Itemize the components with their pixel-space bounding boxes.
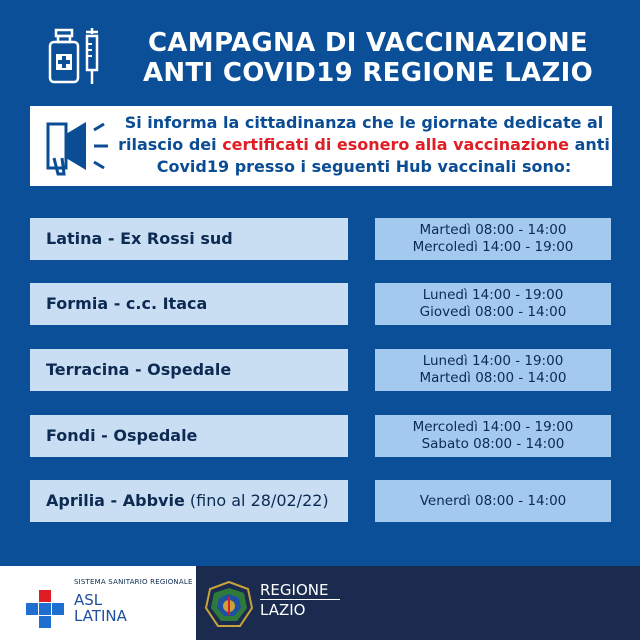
hub-hours-line: Venerdì 08:00 - 14:00	[419, 492, 567, 509]
hub-hours	[375, 283, 611, 325]
hub-hours-line: Giovedì 08:00 - 14:00	[419, 304, 567, 320]
notice-text-part-2: anti Covid19 presso i seguenti Hub vaccinali sono:	[156, 135, 610, 176]
asl-system-label: SISTEMA SANITARIO REGIONALE	[74, 578, 193, 586]
asl-line-1: ASL	[74, 591, 103, 609]
title-line-2: ANTI COVID19 REGIONE LAZIO	[142, 58, 594, 88]
hub-name-label: Terracina - Ospedale	[46, 360, 232, 379]
asl-cross-logo-icon	[26, 590, 64, 628]
hub-name	[30, 349, 348, 391]
notice-text	[116, 112, 612, 178]
title-line-1: CAMPAGNA DI VACCINAZIONE	[148, 28, 588, 58]
hub-hours-line: Mercoledì 14:00 - 19:00	[412, 239, 574, 255]
hub-hours	[375, 480, 611, 522]
notice-text-part-1: Si informa la cittadinanza che le giornate dedicate al rilascio dei	[118, 113, 604, 154]
regione-lazio-emblem-icon	[204, 580, 254, 630]
asl-latina-logo	[0, 566, 196, 640]
asl-name	[74, 592, 127, 624]
hub-hours-line: Lunedì 14:00 - 19:00	[422, 353, 564, 369]
notice-highlight: certificati di esonero alla vaccinazione	[222, 135, 569, 154]
hub-hours-line: Martedì 08:00 - 14:00	[419, 222, 567, 238]
region-line-1: REGIONE	[260, 581, 329, 599]
hub-hours-line: Sabato 08:00 - 14:00	[421, 436, 565, 452]
regione-lazio-logo	[196, 566, 640, 640]
hub-name	[30, 480, 348, 522]
hub-name	[30, 283, 348, 325]
hub-note: (fino al 28/02/22)	[184, 491, 329, 510]
asl-line-2: LATINA	[74, 607, 127, 625]
hub-hours	[375, 415, 611, 457]
region-divider	[260, 599, 340, 600]
hub-hours	[375, 349, 611, 391]
hub-hours-line: Mercoledì 14:00 - 19:00	[412, 419, 574, 435]
notice-box	[30, 106, 612, 186]
hub-hours	[375, 218, 611, 260]
hub-name	[30, 415, 348, 457]
hub-hours-line: Lunedì 14:00 - 19:00	[422, 287, 564, 303]
hub-name-label: Aprilia - Abbvie	[46, 491, 185, 510]
hub-name-label: Formia - c.c. Itaca	[46, 294, 208, 313]
regione-lazio-text	[260, 580, 328, 620]
footer	[0, 566, 640, 640]
region-line-2: LAZIO	[260, 601, 306, 619]
vaccine-vial-syringe-icon	[46, 26, 106, 88]
header	[0, 20, 640, 96]
hub-name-label: Fondi - Ospedale	[46, 426, 198, 445]
hub-hours-line: Martedì 08:00 - 14:00	[419, 370, 567, 386]
hub-name	[30, 218, 348, 260]
megaphone-icon	[42, 116, 112, 176]
hub-name-label: Latina - Ex Rossi sud	[46, 229, 233, 248]
page-title	[118, 28, 618, 88]
